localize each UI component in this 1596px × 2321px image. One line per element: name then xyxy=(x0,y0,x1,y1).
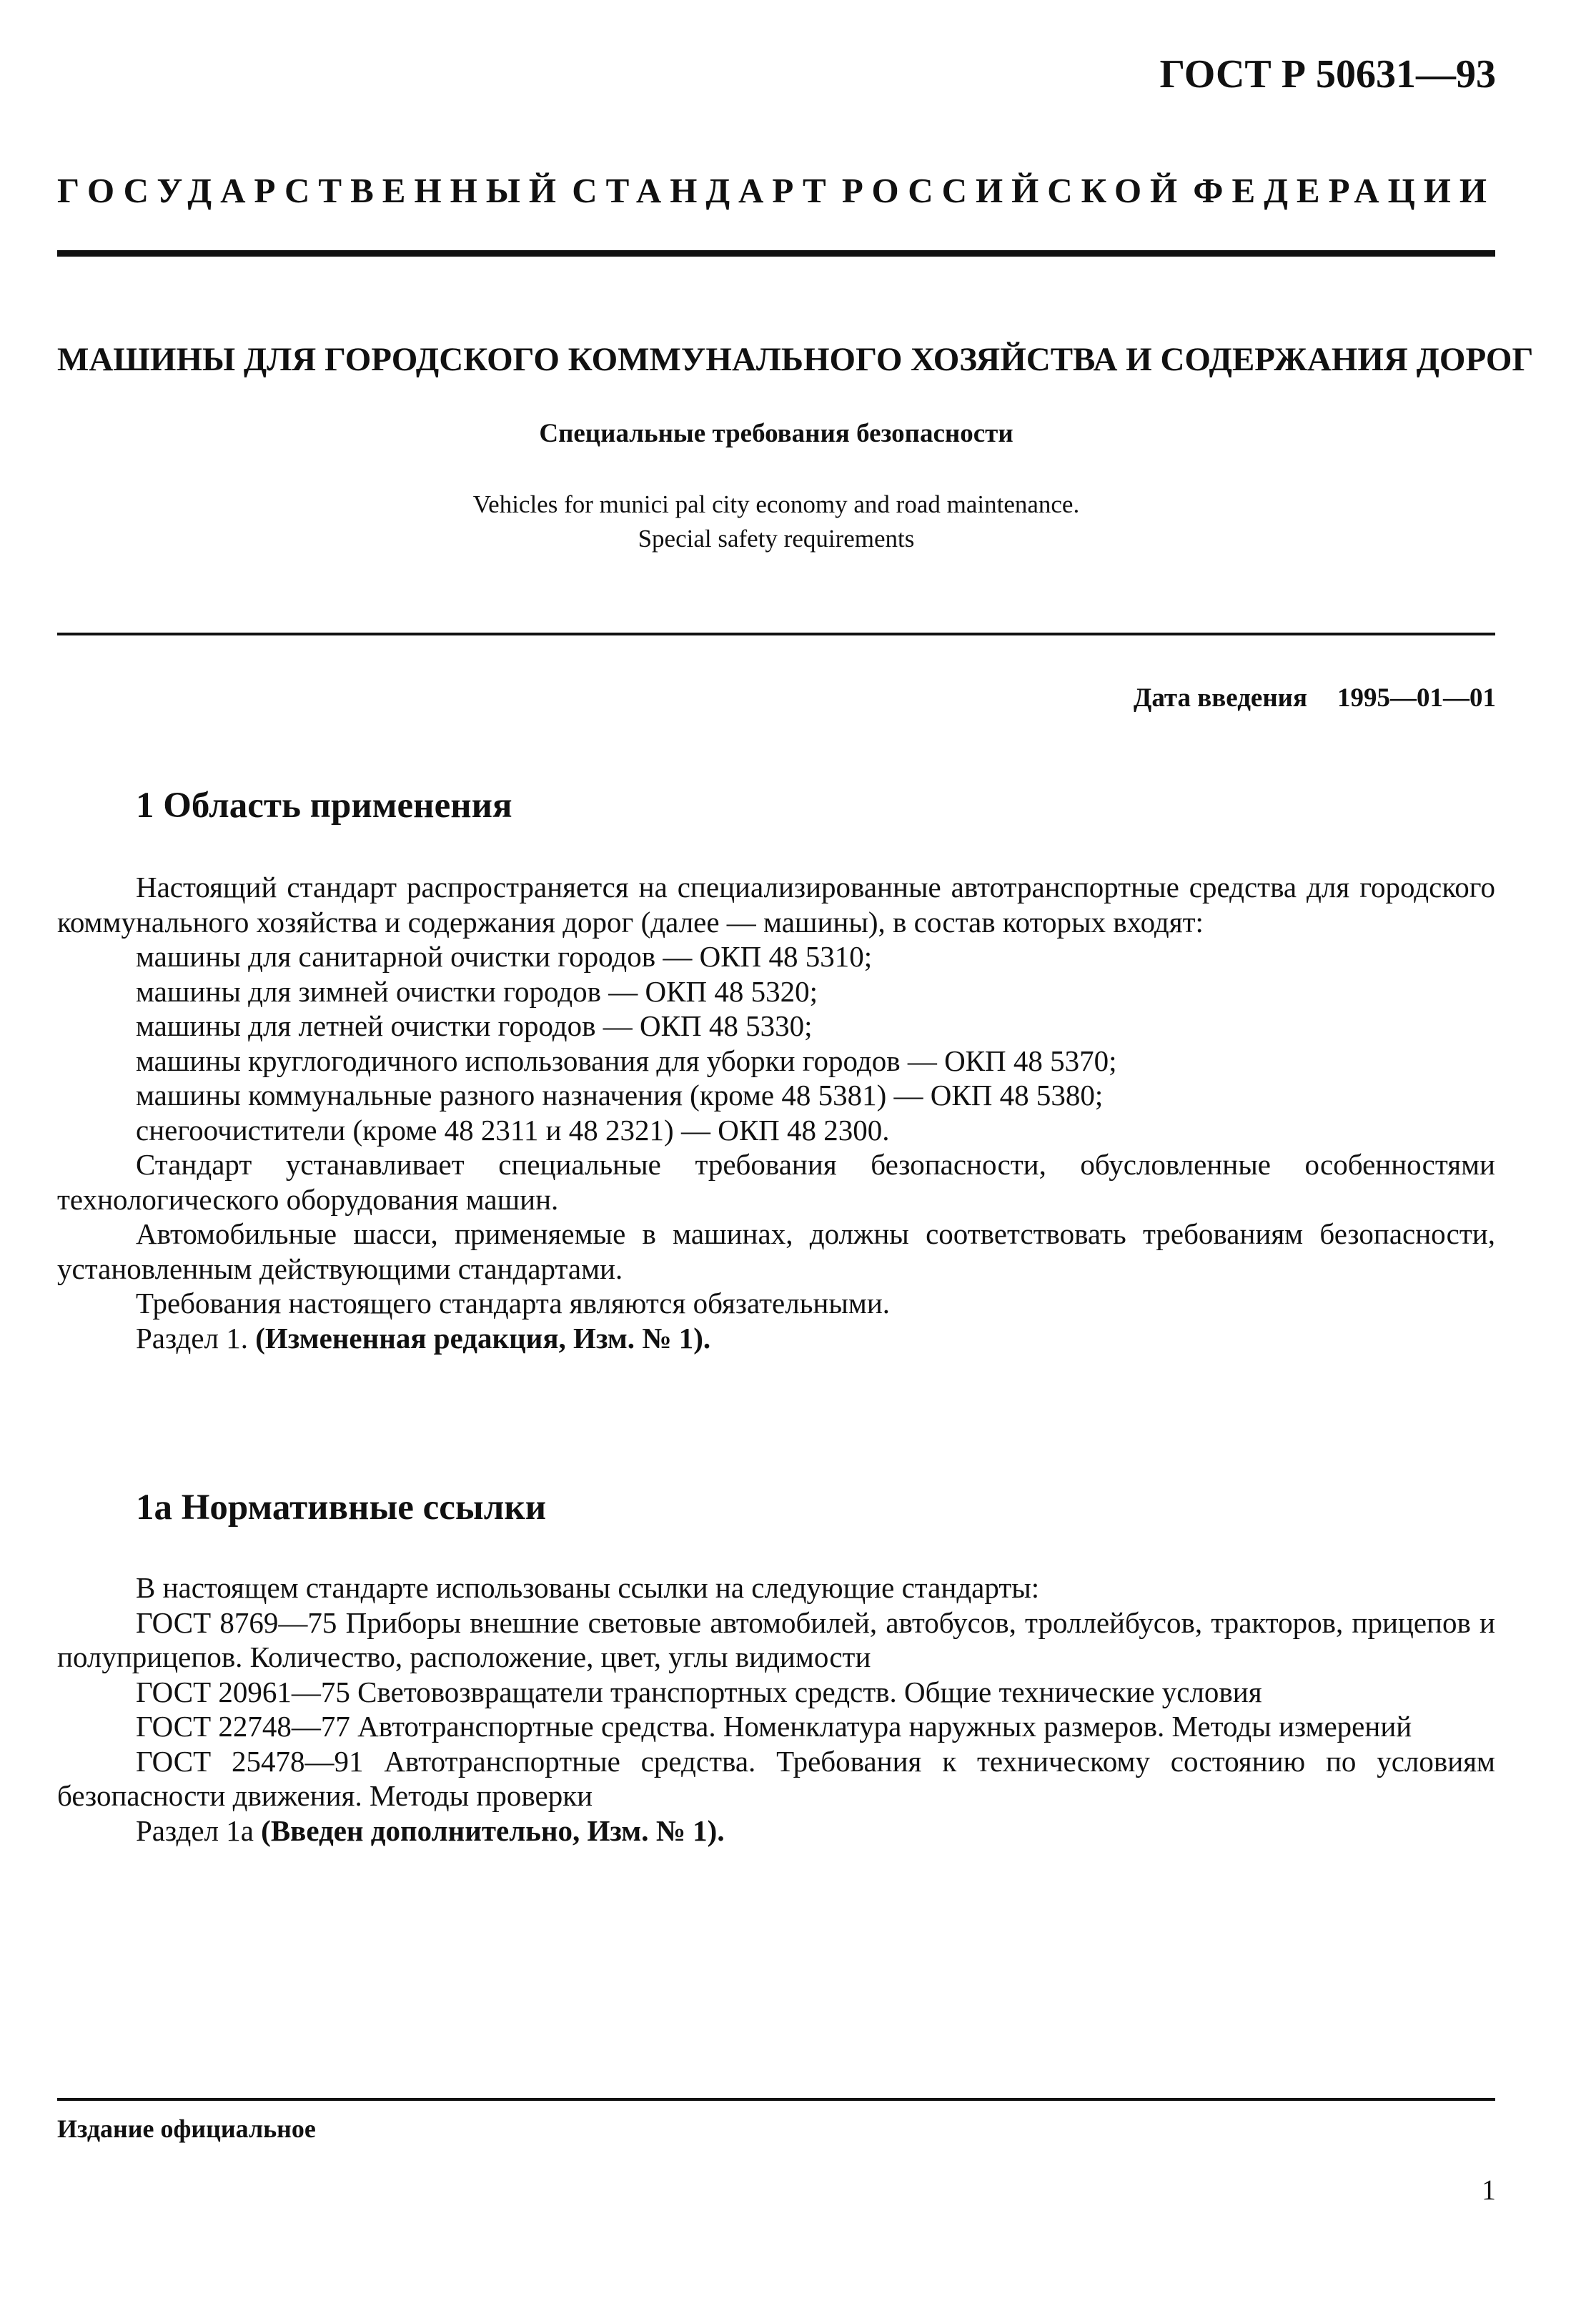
list-item: машины для летней очистки городов — ОКП 48 5330; xyxy=(136,1009,813,1042)
paragraph: Требования настоящего стандарта являются обязательными. xyxy=(136,1287,891,1320)
note-amendment: (Введен дополнительно, Изм. № 1). xyxy=(261,1813,725,1847)
reference-item: ГОСТ 22748—77 Автотранспортные средства. Номенклатура наружных размеров. Методы измерений xyxy=(136,1710,1412,1743)
english-title xyxy=(57,488,1495,556)
paragraph: Настоящий стандарт распространяется на специализированные автотранспортные средства для городского коммунального хозяйства и содержания дорог (далее — машины), в состав которых входят: xyxy=(57,871,1495,939)
date-label: Дата введения xyxy=(1133,683,1307,713)
footer-rule xyxy=(57,2098,1495,2101)
note-prefix: Раздел 1. xyxy=(136,1321,256,1355)
reference-item: ГОСТ 8769—75 Приборы внешние световые автомобилей, автобусов, троллейбусов, тракторов, прицепов и полуприцепов. Количество, расположение, цвет, углы видимости xyxy=(57,1605,1495,1673)
page-number: 1 xyxy=(1482,2174,1496,2206)
list-item: машины для санитарной очистки городов — ОКП 48 5310; xyxy=(136,940,873,973)
amendment-note xyxy=(57,1321,1495,1356)
agency-word: СТАНДАРТ xyxy=(572,171,835,210)
standard-number: ГОСТ Р 50631—93 xyxy=(1159,52,1496,96)
list-item: машины для зимней очистки городов — ОКП 48 5320; xyxy=(136,974,818,1008)
paragraph: Автомобильные шасси, применяемые в машинах, должны соответствовать требованиям безопасности, установленным действующими стандартами. xyxy=(57,1217,1495,1285)
introduction-date xyxy=(1134,683,1496,713)
document-subtitle: Специальные требования безопасности xyxy=(539,419,1013,448)
amendment-note xyxy=(57,1813,1495,1849)
agency-header xyxy=(57,170,1495,211)
edition-label: Издание официальное xyxy=(57,2114,316,2143)
note-prefix: Раздел 1а xyxy=(136,1813,262,1847)
reference-item: ГОСТ 20961—75 Световозвращатели транспортных средств. Общие технические условия xyxy=(136,1675,1262,1708)
agency-word: ФЕДЕРАЦИИ xyxy=(1193,171,1495,210)
section-body-references xyxy=(57,1570,1495,1848)
date-value: 1995—01—01 xyxy=(1337,683,1496,713)
english-title-line: Vehicles for munici pal city economy and road maintenance. xyxy=(472,490,1080,518)
list-item: машины круглогодичного использования для уборки городов — ОКП 48 5370; xyxy=(136,1044,1117,1077)
title-rule xyxy=(57,633,1495,635)
agency-word: ГОСУДАРСТВЕННЫЙ xyxy=(57,171,565,210)
paragraph: Стандарт устанавливает специальные требования безопасности, обусловленные особенностями технологического оборудования машин. xyxy=(57,1148,1495,1216)
document-title: МАШИНЫ ДЛЯ ГОРОДСКОГО КОММУНАЛЬНОГО ХОЗЯЙСТВА И СОДЕРЖАНИЯ ДОРОГ xyxy=(57,341,1534,378)
agency-word: РОССИЙСКОЙ xyxy=(841,171,1186,210)
list-item: машины коммунальные разного назначения (кроме 48 5381) — ОКП 48 5380; xyxy=(136,1079,1104,1112)
paragraph: В настоящем стандарте использованы ссылки на следующие стандарты: xyxy=(136,1571,1040,1604)
section-heading-references: 1а Нормативные ссылки xyxy=(136,1488,547,1528)
section-body-scope xyxy=(57,870,1495,1355)
header-rule xyxy=(57,250,1495,257)
list-item: снегоочистители (кроме 48 2311 и 48 2321) — ОКП 48 2300. xyxy=(136,1113,890,1147)
section-heading-scope: 1 Область применения xyxy=(136,786,512,826)
note-amendment: (Измененная редакция, Изм. № 1). xyxy=(255,1321,711,1355)
reference-item: ГОСТ 25478—91 Автотранспортные средства. Требования к техническому состоянию по условиям безопасности движения. Методы проверки xyxy=(57,1744,1495,1812)
english-title-line: Special safety requirements xyxy=(638,525,915,553)
